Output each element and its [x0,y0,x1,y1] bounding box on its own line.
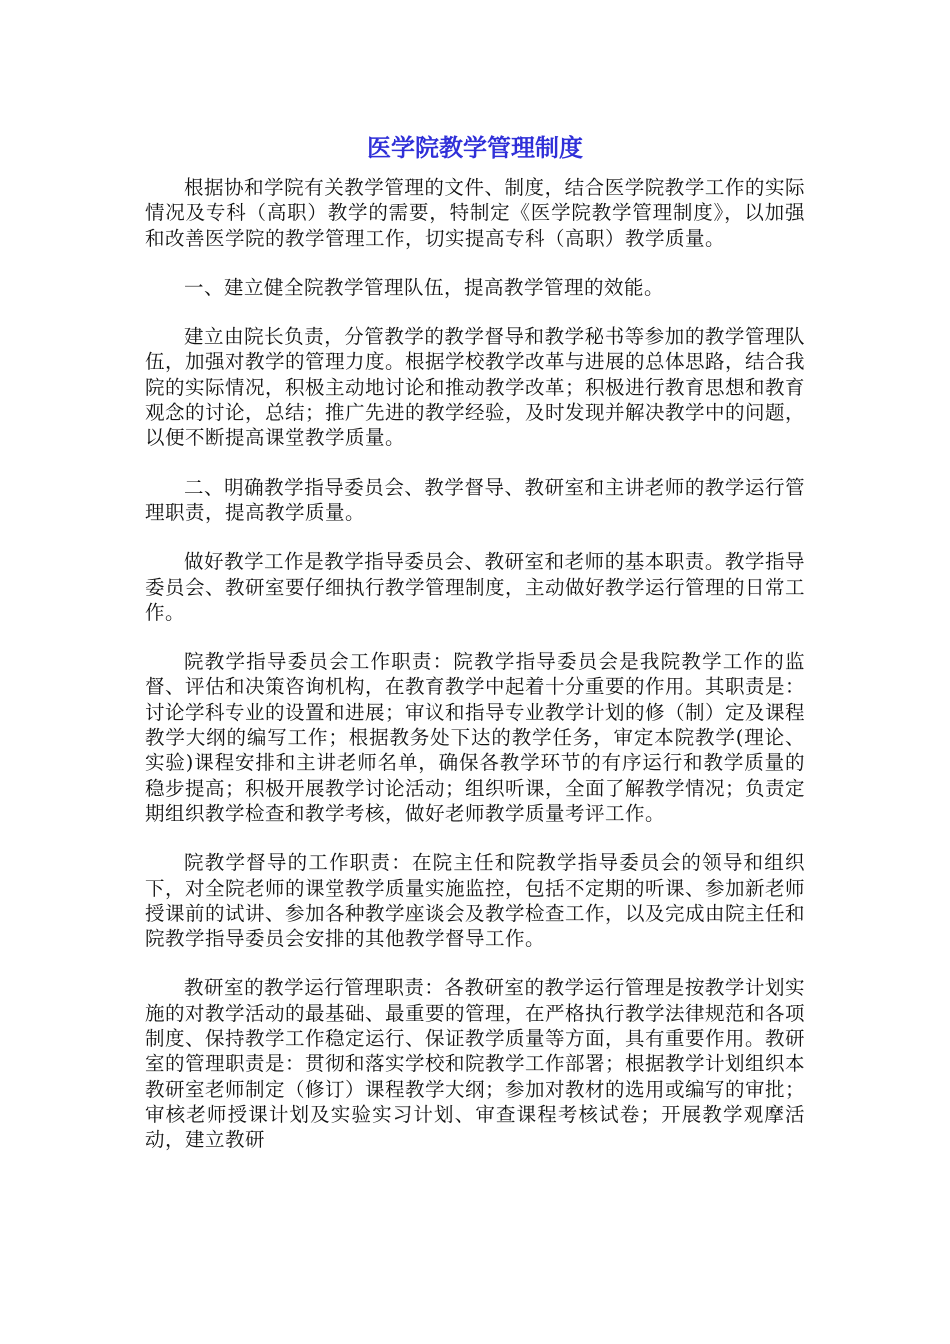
paragraph-team: 建立由院长负责，分管教学的教学督导和教学秘书等参加的教学管理队伍，加强对教学的管理力度。根据学校教学改革与进展的总体思路，结合我院的实际情况，积极主动地讨论和推动教学改革；积极进行教育思想和教育观念的讨论，总结；推广先进的教学经验，及时发现并解决教学中的问题，以便不断提高课堂教学质量。 [145,325,806,450]
document-title: 医学院教学管理制度 [367,134,583,162]
paragraph-duties: 做好教学工作是教学指导委员会、教研室和老师的基本职责。教学指导委员会、教研室要仔细执行教学管理制度，主动做好教学运行管理的日常工作。 [145,550,806,624]
section-heading-2: 二、明确教学指导委员会、教学督导、教研室和主讲老师的教学运行管理职责，提高教学质量。 [145,475,805,524]
paragraph-intro: 根据协和学院有关教学管理的文件、制度，结合医学院教学工作的实际情况及专科（高职）教学的需要，特制定《医学院教学管理制度》，以加强和改善医学院的教学管理工作，切实提高专科（高职）教学质量。 [145,176,805,250]
paragraph-committee: 院教学指导委员会工作职责：院教学指导委员会是我院教学工作的监督、评估和决策咨询机构，在教育教学中起着十分重要的作用。其职责是：讨论学科专业的设置和进展；审议和指导专业教学计划的修（制）定及课程教学大纲的编写工作；根据教务处下达的教学任务，审定本院教学(理论、实验)课程安排和主讲老师名单，确保各教学环节的有序运行和教学质量的稳步提高；积极开展教学讨论活动；组织听课，全面了解教学情况；负责定期组织教学检查和教学考核，做好老师教学质量考评工作。 [145,650,806,825]
paragraph-supervision: 院教学督导的工作职责：在院主任和院教学指导委员会的领导和组织下，对全院老师的课堂教学质量实施监控，包括不定期的听课、参加新老师授课前的试讲、参加各种教学座谈会及教学检查工作，以及完成由院主任和院教学指导委员会安排的其他教学督导工作。 [145,851,806,951]
section-heading-1: 一、建立健全院教学管理队伍，提高教学管理的效能。 [184,275,665,299]
document-body [145,175,805,1177]
paragraph-teaching-office: 教研室的教学运行管理职责：各教研室的教学运行管理是按教学计划实施的对教学活动的最基础、最重要的管理，在严格执行教学法律规范和各项制度、保持教学工作稳定运行、保证教学质量等方面，具有重要作用。教研室的管理职责是：贯彻和落实学校和院教学工作部署；根据教学计划组织本教研室老师制定（修订）课程教学大纲；参加对教材的选用或编写的审批；审核老师授课计划及实验实习计划、审查课程考核试卷；开展教学观摩活动，建立教研 [145,976,806,1152]
